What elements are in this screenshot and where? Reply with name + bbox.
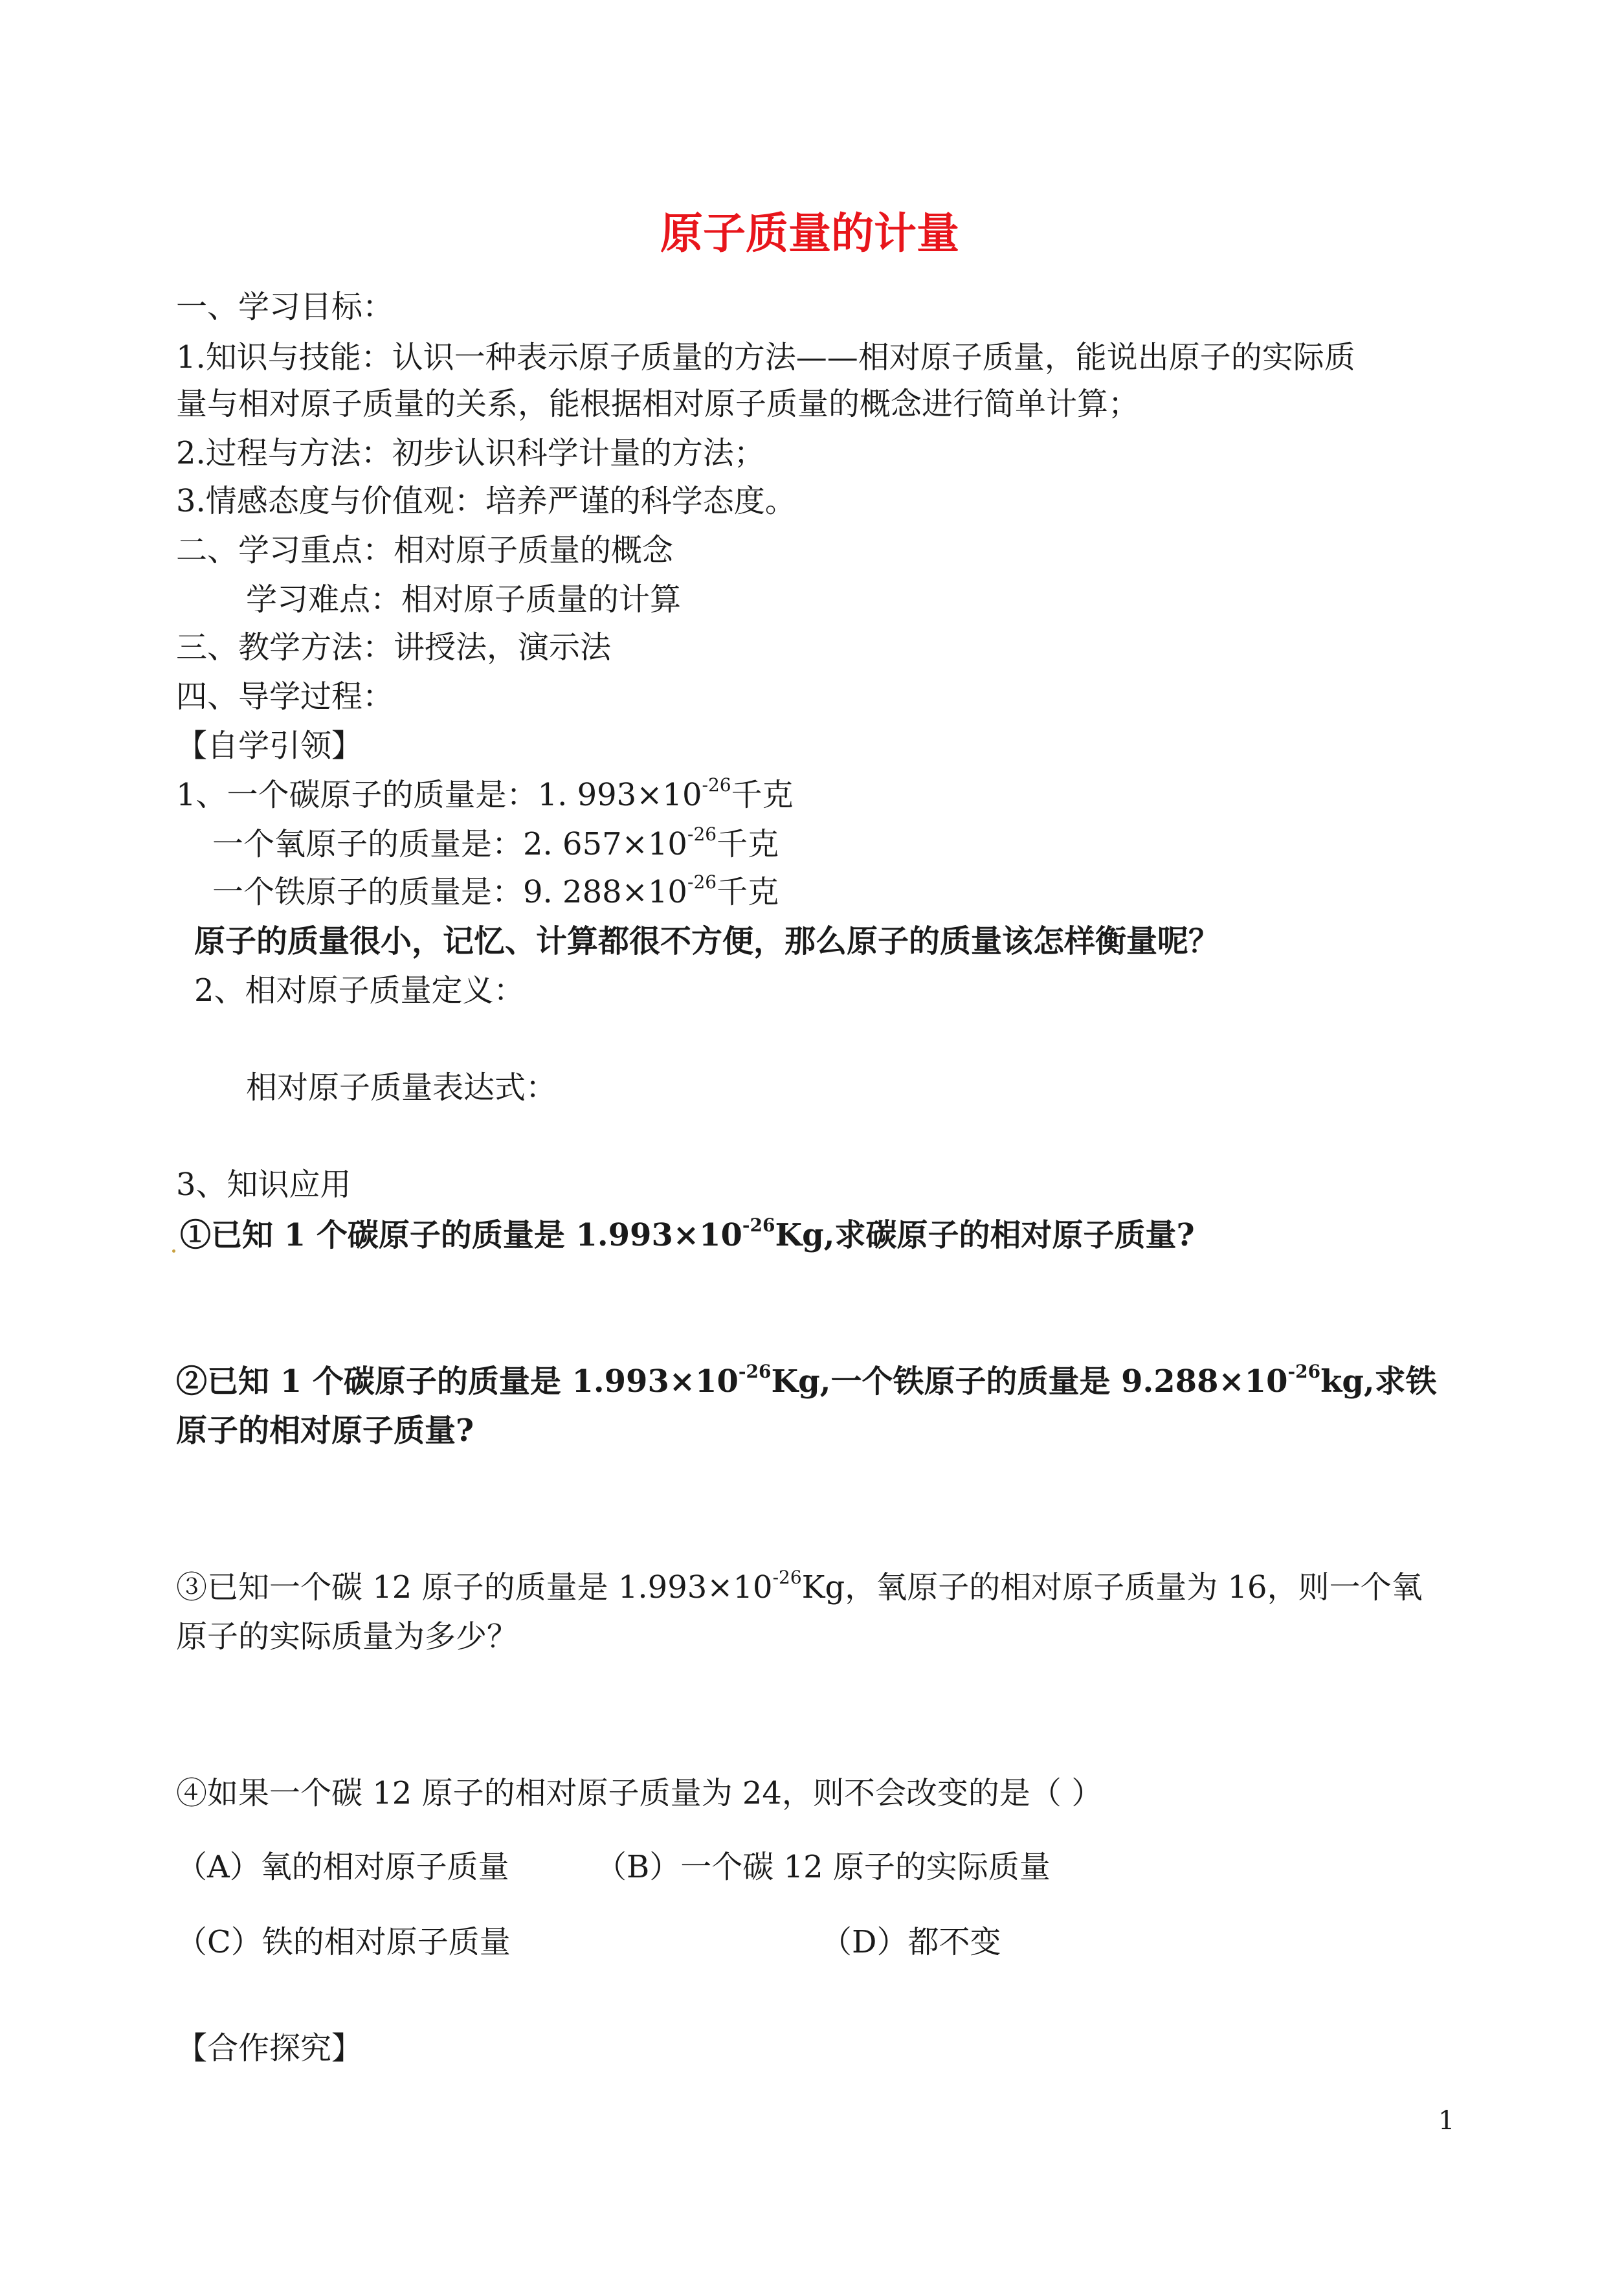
guided-process-heading: 四、导学过程：	[176, 678, 394, 715]
expression-prompt: 相对原子质量表达式：	[246, 1069, 557, 1106]
problem-3-line-2: 原子的实际质量为多少？	[176, 1618, 518, 1655]
option-b: （B）一个碳 12 原子的实际质量	[595, 1849, 1051, 1885]
problem-1: ①已知 1 个碳原子的质量是 $1.993\times 10^{-26}Kg$,求碳原子的相对原子质量?	[180, 1214, 1195, 1253]
oxygen-mass-line: 一个氧原子的质量是：2. $657\times 10^{-26}$千克	[212, 823, 779, 862]
teaching-methods: 三、教学方法：讲授法，演示法	[176, 629, 612, 666]
goal-3: 3.情感态度与价值观：培养严谨的科学态度。	[176, 483, 796, 519]
problem-3-line-1: ③已知一个碳 12 原子的质量是 $1.993\times 10^{-26}Kg$，氧原子的相对原子质量为 16，则一个氧	[176, 1567, 1423, 1605]
goal-1-line-1: 1.知识与技能：认识一种表示原子质量的方法——相对原子质量，能说出原子的实际质	[176, 339, 1355, 375]
option-d: （D）都不变	[821, 1924, 1001, 1960]
carbon-mass-line: 1、一个碳原子的质量是：1. $993\times 10^{-26}$千克	[176, 774, 794, 813]
option-c: （C）铁的相对原子质量	[176, 1924, 511, 1960]
key-point: 二、学习重点：相对原子质量的概念	[176, 532, 674, 568]
goal-2: 2.过程与方法：初步认识科学计量的方法；	[176, 435, 765, 471]
iron-mass-line: 一个铁原子的质量是：9. $288\times 10^{-26}$千克	[212, 871, 779, 910]
difficult-point: 学习难点：相对原子质量的计算	[246, 581, 682, 618]
definition-prompt: 2、相对原子质量定义：	[194, 972, 525, 1009]
guiding-question: 原子的质量很小，记忆、计算都很不方便，那么原子的质量该怎样衡量呢？	[194, 923, 1220, 959]
small-mark	[172, 1249, 175, 1253]
page-title: 原子质量的计量	[660, 208, 959, 258]
self-study-heading: 【自学引领】	[176, 728, 363, 764]
application-heading: 3、知识应用	[176, 1167, 351, 1203]
goal-1-line-2: 量与相对原子质量的关系，能根据相对原子质量的概念进行简单计算；	[176, 386, 1140, 422]
page-number: 1	[1438, 2106, 1455, 2136]
problem-4-stem: ④如果一个碳 12 原子的相对原子质量为 24，则不会改变的是（ ）	[176, 1775, 1103, 1811]
option-a: （A）氧的相对原子质量	[176, 1849, 509, 1885]
problem-2-line-1: ②已知 1 个碳原子的质量是 $1.993\times 10^{-26}Kg$,一个铁原子的质量是 $9.288\times 10^{-26}kg$,求铁	[176, 1361, 1437, 1400]
section-goals-heading: 一、学习目标：	[176, 289, 394, 325]
problem-2-line-2: 原子的相对原子质量?	[176, 1413, 474, 1449]
cooperation-heading: 【合作探究】	[176, 2030, 363, 2066]
